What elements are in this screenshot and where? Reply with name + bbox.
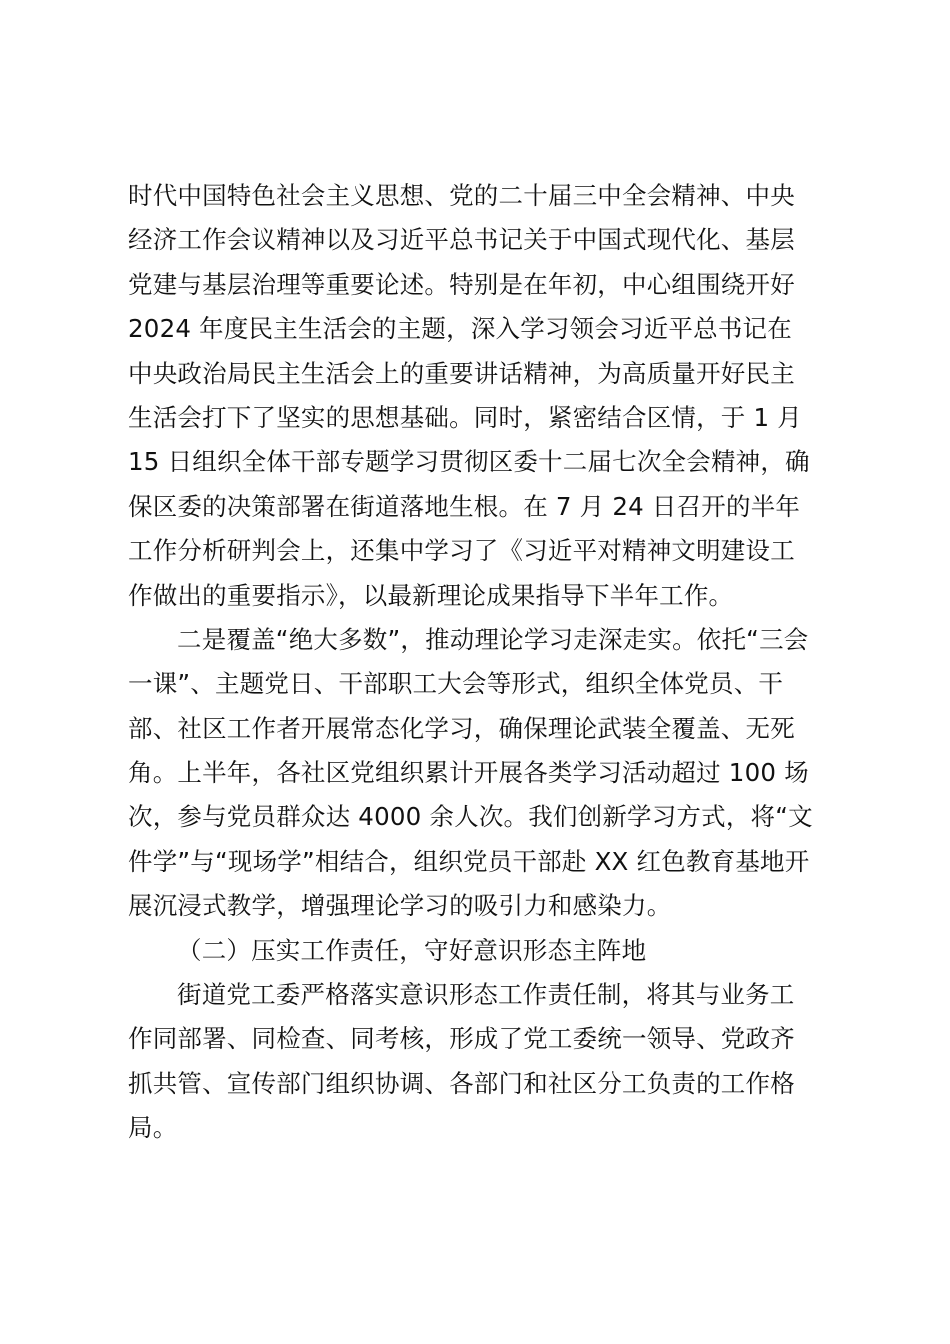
paragraph-line: 15 日组织全体干部专题学习贯彻区委十二届七次全会精神，确 — [128, 447, 810, 477]
paragraph-line: 件学”与“现场学”相结合，组织党员干部赴 XX 红色教育基地开 — [128, 846, 810, 876]
paragraph-line: 街道党工委严格落实意识形态工作责任制，将其与业务工 — [177, 980, 795, 1010]
paragraph-line: 中央政治局民主生活会上的重要讲话精神，为高质量开好民主 — [128, 358, 795, 388]
paragraph-line: 一课”、主题党日、干部职工大会等形式，组织全体党员、干 — [128, 669, 784, 699]
paragraph-line: 二是覆盖“绝大多数”，推动理论学习走深走实。依托“三会 — [177, 624, 809, 654]
paragraph-line: 局。 — [128, 1113, 178, 1143]
paragraph-line: 党建与基层治理等重要论述。特别是在年初，中心组围绕开好 — [128, 269, 795, 299]
paragraph-line: 保区委的决策部署在街道落地生根。在 7 月 24 日召开的半年 — [128, 491, 801, 521]
paragraph-line: 展沉浸式教学，增强理论学习的吸引力和感染力。 — [128, 891, 672, 921]
paragraph-line: 作同部署、同检查、同考核，形成了党工委统一领导、党政齐 — [128, 1024, 795, 1054]
paragraph-line: 时代中国特色社会主义思想、党的二十届三中全会精神、中央 — [128, 181, 795, 210]
paragraph-line: 生活会打下了坚实的思想基础。同时，紧密结合区情，于 1 月 — [128, 402, 802, 432]
paragraph-line: 部、社区工作者开展常态化学习，确保理论武装全覆盖、无死 — [128, 713, 795, 743]
paragraph-line: 2024 年度民主生活会的主题，深入学习领会习近平总书记在 — [128, 314, 792, 344]
paragraph-line: 抓共管、宣传部门组织协调、各部门和社区分工负责的工作格 — [128, 1068, 795, 1098]
paragraph-line: 工作分析研判会上，还集中学习了《习近平对精神文明建设工 — [128, 536, 795, 566]
paragraph-line: 经济工作会议精神以及习近平总书记关于中国式现代化、基层 — [128, 225, 795, 255]
paragraph-line: 次，参与党员群众达 4000 余人次。我们创新学习方式，将“文 — [128, 802, 813, 832]
section-heading: （二）压实工作责任，守好意识形态主阵地 — [177, 935, 647, 965]
paragraph-line: 作做出的重要指示》，以最新理论成果指导下半年工作。 — [128, 580, 734, 610]
document-body — [128, 174, 828, 1151]
paragraph-line: 角。上半年，各社区党组织累计开展各类学习活动超过 100 场 — [128, 758, 809, 788]
